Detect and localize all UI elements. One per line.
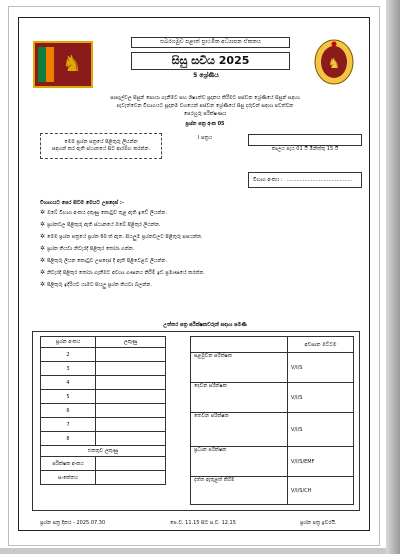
viewer-scrollbar-edge [386,0,400,554]
question-number: 7 [41,418,96,432]
marks-col-score: ලකුණු [96,337,166,348]
examiner-row-label: ප්‍රධාන පරීක්ෂක [191,447,288,477]
footer-time: පෙ.ව. 11.15 සිට ප.ව. 12.15 [170,520,236,526]
time-box [248,134,362,152]
time-label: කාලය පැය 01 යි මිනිත්තු 15 යි [271,146,339,152]
score-cell[interactable] [96,348,166,362]
score-cell[interactable] [96,418,166,432]
instruction-item: ✲ ප්‍රශ්නවල පිළිතුරු ඇති ස්ථානයේ ඔබේ පිළිතුර ලියන්න. [40,221,161,228]
examiner-table [190,336,354,505]
code-cell[interactable] [96,471,166,485]
question-number: 6 [41,404,96,418]
examiner-title: උත්තර පත්‍ර පරීක්ෂකවරුන් සඳහා පමණි [163,322,247,328]
page-title: සිසු සවිය 2025 [131,52,290,70]
star-icon: ✲ [40,221,47,228]
examiner-row-value: V/I/S [288,413,354,447]
svg-text:♞: ♞ [327,56,341,72]
instruction-item: ✲ ඔබේ විභාග අංකය දකුණු කොටුව තුළ ඇති ඉඩේ ලියන්න. [40,209,167,216]
examiner-number-cell[interactable] [96,457,166,471]
star-icon: ✲ [40,245,47,252]
examiner-row-value: V/I/S [288,383,354,413]
grade-label: 5 ශ්‍රේණිය [193,72,219,79]
code-label: සංකේතය [41,471,96,485]
viewer-bottom-edge [0,548,386,554]
intro-line-3: පෙරහුරු පරීක්ෂණය [183,111,227,117]
star-icon: ✲ [40,281,47,288]
score-cell[interactable] [96,404,166,418]
index-label: විභාග අංකය : [253,177,283,183]
instruction-item: ✲ ප්‍රශ්න කියවා නිවැරදි පිළිතුර තෝරා ගන්න. [40,245,135,252]
examiner-number-label: පරීක්ෂක අංකය [41,457,96,471]
part-label: I පත්‍රය [197,135,213,141]
lion-icon: ♞ [62,52,82,77]
footer-date: ප්‍රශ්න පත්‍ර දිනය - 2025.07.30 [40,520,106,526]
examiner-row-value: V/I/S/CH [288,477,354,505]
footer-end-note: ප්‍රශ්න පත්‍ර ඉවරයි. [300,520,337,526]
star-icon: ✲ [40,209,47,216]
emblem-icon [313,38,355,86]
examiner-row-value: V/I/S [288,353,354,383]
examiner-row-label: තෙවන පරීක්ෂක [191,413,288,447]
intro-line-2: පැවැත්වෙන විභාගයට සූදානම වශයෙන් පස්වන ශ්‍රේණියේ සිසු දරුවන් සඳහා පවත්වන [116,103,294,109]
instruction-item: ✲ නිවැරදි පිළිතුර තෝරා ගැනීමට අවශ්‍ය ගණනය කිරීම් ඉඩ ප්‍රමාණයේ කරන්න. [40,269,205,276]
examiner-row-label: පළමුවන පරීක්ෂක [191,353,288,383]
instruction-item: ✲ පිළිතුරු ලියන කොටුව උපදෙස් දී ඇති පිළිවෙළට ලියන්න. [40,257,168,264]
score-cell[interactable] [96,390,166,404]
instruction-item: ✲ මෙම ප්‍රශ්න පත්‍රයේ ප්‍රශ්න 60 ක් ඇත. සියලුම ප්‍රශ්නවලට පිළිතුරු සපයන්න. [40,233,203,240]
star-icon: ✲ [40,233,47,240]
score-cell[interactable] [96,376,166,390]
score-cell[interactable] [96,432,166,446]
paper-number: ප්‍රශ්න පත්‍ර අංක 05 [185,121,225,127]
candidate-note-line-1: මෙම ප්‍රශ්න පත්‍රයේ පිළිතුරු ලියන්න [64,139,138,145]
candidate-note-line-2: සඳහන් කර ඇති ස්ථානයේ සිට ආරම්භ කරන්න. [52,146,150,152]
question-number: 3 [41,362,96,376]
index-number-box [248,172,362,188]
intro-line-1: පාසැල්වල සිසුන් සොයා ගැනීමට සහ ශිෂ්‍යත්ව ප්‍රදානය කිරීමට පස්වන ශ්‍රේණියේ සිසුන් සඳහා [110,95,300,101]
question-number: 5 [41,390,96,404]
star-icon: ✲ [40,269,47,276]
org-line: සබරගමුව පළාත් ප්‍රාථමික අධ්‍යාපන ඒකකය [131,37,290,48]
marks-table [40,336,166,485]
question-number: 2 [41,348,96,362]
score-cell[interactable] [96,362,166,376]
instructions-list [40,210,360,294]
final-level-header: අවසාන මට්ටම [288,337,354,353]
total-label: එකතුව ලකුණු [41,446,166,457]
marks-col-question: ප්‍රශ්න අංකය [41,337,96,348]
examiner-row-label: දෙවන පරීක්ෂක [191,383,288,413]
examiner-row-value: V/I/S/EMF [288,447,354,477]
instruction-item: ✲ පිළිතුරු ඉදිරියට යාමට සියලු ප්‍රශ්න කියවා බලන්න. [40,281,152,288]
instructions-title: විභාගයට පෙර සිටම මෙයට උපදෙස් :- [40,200,124,206]
index-field[interactable]: ......................................... [287,177,353,183]
candidate-note-box [40,133,162,159]
question-number: 8 [41,432,96,446]
star-icon: ✲ [40,257,47,264]
question-number: 4 [41,376,96,390]
examiner-row-label: දත්ත ඇතුළත් කිරීම [191,477,288,505]
sri-lanka-flag [33,41,93,88]
